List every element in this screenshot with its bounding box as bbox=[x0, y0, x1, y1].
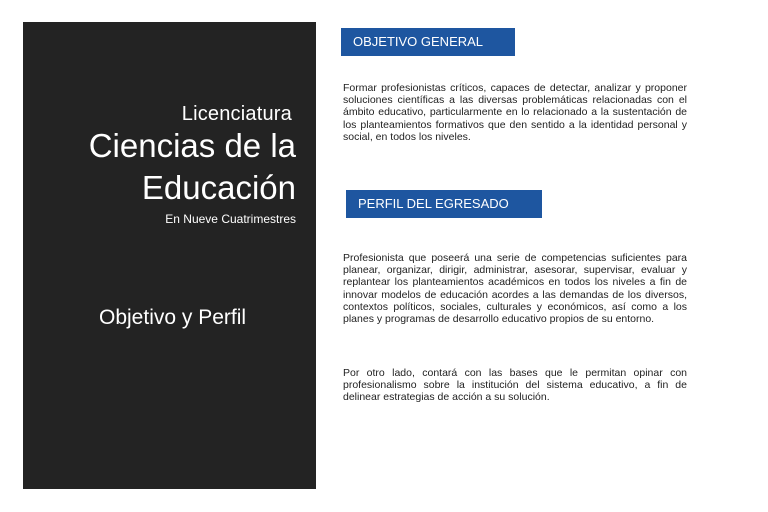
profile-text-2: Por otro lado, contará con las bases que le permitan opinar con profesionalismo sobre la institución del sistema educativo, a fin de delinear estrategias de acción a su solución. bbox=[343, 367, 687, 404]
program-duration: En Nueve Cuatrimestres bbox=[165, 212, 296, 226]
program-title-line1: Ciencias de la bbox=[88, 127, 296, 164]
title-panel bbox=[23, 22, 316, 489]
profile-text: Profesionista que poseerá una serie de competencias suficientes para planear, organizar, dirigir, administrar, asesorar, supervisar, evaluar y replantear los planteamientos académicos en todos los niveles a fin de innovar modelos de educación acordes a las demandas de los diversos, contextos políticos, sociales, culturales y económicos, así como a los planes y programas de desarrollo educativo propios de su entorno. bbox=[343, 252, 687, 326]
program-label: Licenciatura bbox=[181, 103, 292, 125]
objective-heading: OBJETIVO GENERAL bbox=[341, 28, 515, 56]
section-title: Objetivo y Perfil bbox=[99, 306, 247, 329]
objective-text: Formar profesionistas críticos, capaces de detectar, analizar y proponer soluciones científicas a las diversas problemáticas relacionadas con el ámbito educativo, particularmente en lo relacionado a la sustentación de los planteamientos formativos que den sentido a la identidad personal y social, en todos los niveles. bbox=[343, 82, 687, 143]
program-title-line2: Educación bbox=[141, 169, 296, 206]
profile-heading: PERFIL DEL EGRESADO bbox=[346, 190, 542, 218]
